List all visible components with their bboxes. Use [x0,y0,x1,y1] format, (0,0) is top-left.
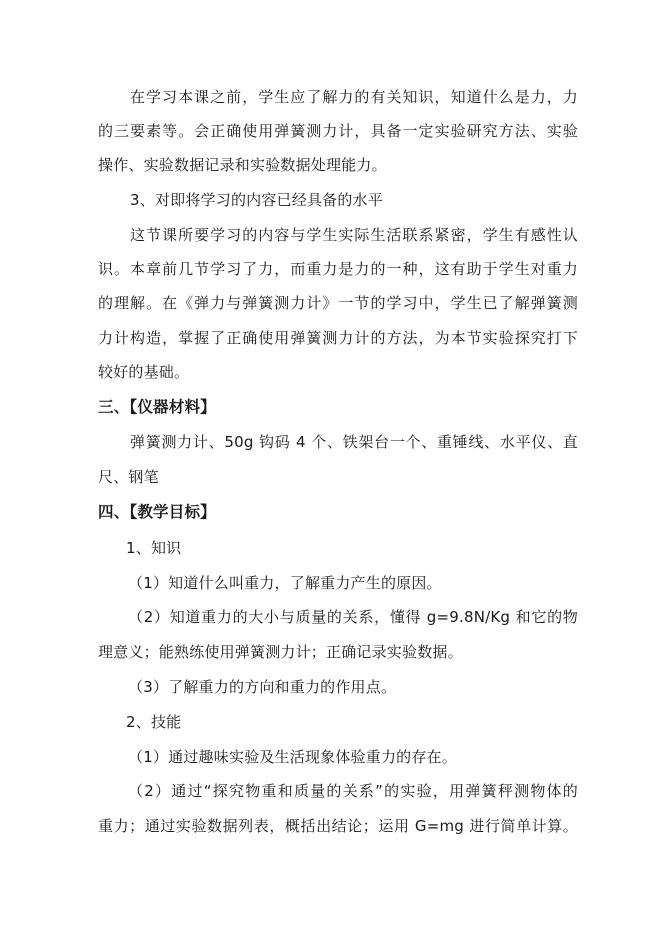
goal-knowledge-item-1: （1）知道什么叫重力，了解重力产生的原因。 [128,574,442,592]
goal-skill-item-2-line-1: （2）通过“探究物重和质量的关系”的实验，用弹簧秤测物体的 [128,782,578,800]
goal-skill-item-2-line-2: 重力；通过实验数据列表，概括出结论；运用 G=mg 进行简单计算。 [98,817,578,835]
materials-line-2: 尺、钢笔 [98,468,159,486]
goal-skill-title: 2、技能 [126,713,182,731]
goal-knowledge-item-2-line-2: 理意义；能熟练使用弹簧测力计；正确记录实验数据。 [98,643,463,661]
paragraph-prior-knowledge-line-3: 操作、实验数据记录和实验数据处理能力。 [98,156,387,174]
paragraph-level-line-4: 力计构造，掌握了正确使用弹簧测力计的方法，为本节实验探究打下 [98,329,578,347]
paragraph-level-line-2: 识。本章前几节学习了力，而重力是力的一种，这有助于学生对重力 [98,260,578,278]
paragraph-level-line-3: 的理解。在《弹力与弹簧测力计》一节的学习中，学生已了解弹簧测 [98,294,578,312]
section-materials-heading: 三、【仪器材料】 [98,398,216,416]
item-3-heading: 3、对即将学习的内容已经具备的水平 [130,191,383,209]
goal-knowledge-item-3: （3）了解重力的方向和重力的作用点。 [128,678,397,696]
paragraph-prior-knowledge-line-1: 在学习本课之前，学生应了解力的有关知识，知道什么是力，力 [130,88,578,106]
paragraph-level-line-5: 较好的基础。 [98,363,190,381]
section-goals-heading: 四、【教学目标】 [98,503,216,521]
goal-skill-item-1: （1）通过趣味实验及生活现象体验重力的存在。 [128,748,457,766]
paragraph-prior-knowledge-line-2: 的三要素等。会正确使用弹簧测力计，具备一定实验研究方法、实验 [98,122,578,140]
paragraph-level-line-1: 这节课所要学习的内容与学生实际生活联系紧密，学生有感性认 [130,226,578,244]
goal-knowledge-item-2-line-1: （2）知道重力的大小与质量的关系，懂得 g=9.8N/Kg 和它的物 [128,608,578,626]
goal-knowledge-title: 1、知识 [126,539,182,557]
materials-line-1: 弹簧测力计、50g 钩码 4 个、铁架台一个、重锤线、水平仪、直 [130,433,578,451]
